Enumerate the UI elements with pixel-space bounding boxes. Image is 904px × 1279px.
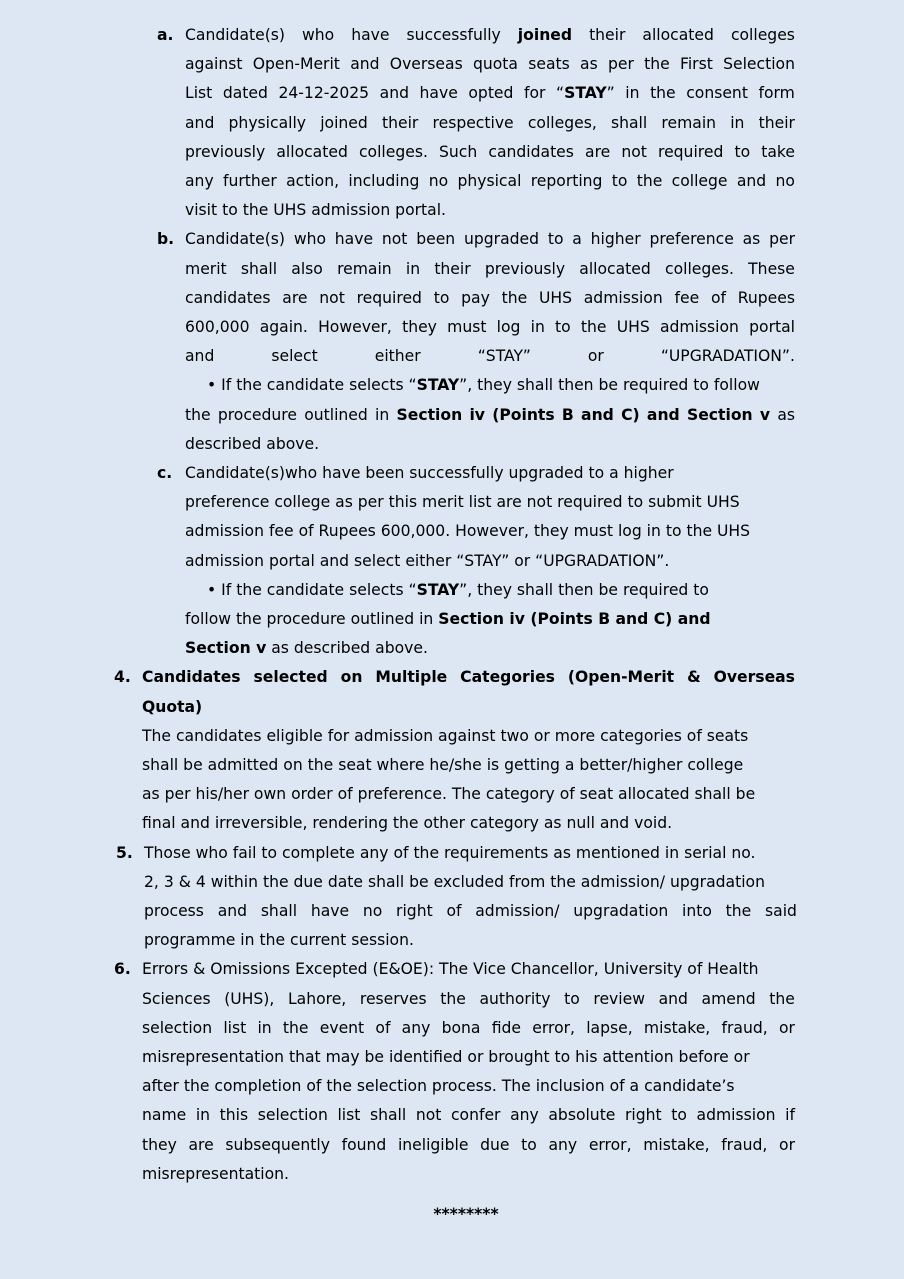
word: the [282, 1018, 309, 1037]
word: and [646, 405, 680, 424]
word: Lahore, [287, 989, 347, 1008]
paragraph-line: programme in the current session. [144, 931, 414, 950]
word: shall [240, 259, 278, 278]
word: remain [661, 113, 717, 132]
word: admission [659, 318, 739, 336]
word: any [548, 1135, 578, 1154]
word: List [185, 84, 213, 103]
word: merit [185, 259, 227, 278]
word: the [644, 55, 670, 74]
word: must [447, 318, 487, 336]
word: any [401, 1018, 431, 1037]
word: iv [469, 405, 485, 424]
word: successfully [406, 26, 501, 44]
word: respective [432, 113, 514, 132]
word: log [496, 318, 521, 336]
word: against [185, 55, 243, 74]
word: no [428, 172, 449, 190]
word: colleges [730, 26, 795, 44]
paragraph-line [144, 897, 797, 926]
word: and [350, 55, 380, 74]
word: list [337, 1106, 361, 1125]
word: who [302, 26, 335, 44]
word: event [319, 1018, 365, 1037]
word: lapse, [586, 1018, 633, 1037]
paragraph-line [185, 284, 795, 313]
word: not [621, 142, 647, 161]
word: “STAY” [556, 84, 615, 103]
word: & [687, 668, 701, 687]
paragraph-line: admission portal and select either “STAY” or “UPGRADATION”. [185, 551, 670, 570]
word: no [775, 172, 795, 190]
paragraph-line: as per his/her own order of preference. The category of seat allocated shall be [142, 785, 756, 804]
word: to [671, 1106, 687, 1125]
word: to [555, 318, 571, 336]
word: previously [484, 259, 566, 278]
word: joined [517, 26, 573, 44]
word: the [650, 84, 676, 103]
paragraph-line: • If the candidate selects “STAY”, they shall then be required to follow [207, 376, 760, 395]
word: remain [337, 259, 392, 278]
word: (Open-Merit [567, 668, 675, 687]
paragraph-line [142, 1131, 795, 1160]
word: “UPGRADATION”. [660, 347, 795, 366]
word: name [142, 1106, 187, 1125]
word: to [547, 230, 564, 249]
word: shall [260, 902, 298, 920]
list-label-a: a. [157, 26, 174, 44]
word: to [564, 989, 580, 1008]
word: C) [621, 405, 640, 424]
word: the [185, 405, 211, 424]
word: per [769, 230, 795, 249]
word: shall [369, 1106, 407, 1125]
word: selection [142, 1018, 213, 1037]
word: their [434, 259, 471, 278]
word: action, [286, 172, 340, 190]
word: any [510, 1106, 539, 1125]
word: to [734, 142, 751, 161]
word: v [759, 405, 771, 424]
word: have [419, 84, 458, 103]
section-number-6: 6. [114, 960, 131, 979]
word: allocated [642, 26, 714, 44]
word: in [375, 405, 390, 424]
paragraph-line: 2, 3 & 4 within the due date shall be excluded from the admission/ upgradation [144, 872, 765, 891]
word: are [585, 142, 611, 161]
paragraph-line [185, 109, 795, 138]
paragraph-line: follow the procedure outlined in Section iv (Points B and C) and [185, 610, 711, 628]
word: the [769, 989, 795, 1008]
word: candidates [185, 288, 271, 307]
word: Section [396, 405, 463, 424]
word: Sciences [142, 989, 211, 1008]
section-heading [142, 663, 795, 692]
paragraph-line: misrepresentation that may be identified or brought to his attention before or [142, 1048, 750, 1066]
word: allocated [276, 142, 348, 161]
paragraph-line [185, 313, 795, 342]
word: bona [441, 1018, 481, 1037]
word: to [521, 1135, 537, 1154]
word: or [587, 347, 604, 366]
paragraph-line: misrepresentation. [142, 1164, 289, 1183]
word: Multiple [375, 668, 448, 687]
word: further [222, 172, 277, 190]
word: right [396, 902, 433, 920]
word: quota [472, 55, 518, 74]
word: error, [532, 1018, 575, 1037]
word: selection [257, 1106, 328, 1125]
word: are [188, 1135, 214, 1154]
paragraph-line [185, 50, 795, 79]
word: they [142, 1135, 177, 1154]
word: subsequently [225, 1135, 330, 1154]
word: colleges. [358, 142, 428, 161]
word: any [185, 172, 214, 190]
word: and [185, 347, 215, 366]
paragraph-line: Candidate(s)who have been successfully upgraded to a higher [185, 464, 674, 482]
word: 600,000 [185, 318, 250, 336]
paragraph-line: Those who fail to complete any of the requirements as mentioned in serial no. [144, 843, 756, 862]
paragraph-line: Errors & Omissions Excepted (E&OE): The Vice Chancellor, University of Health [142, 960, 759, 979]
word: either [374, 347, 421, 366]
word: college [671, 172, 728, 190]
word: in [530, 318, 545, 336]
paragraph-line [142, 1101, 795, 1130]
word: as [580, 55, 598, 74]
word: (UHS), [224, 989, 275, 1008]
word: and [736, 172, 767, 190]
word: per [607, 55, 634, 74]
word: higher [590, 230, 641, 249]
word: portal [749, 318, 795, 336]
word: B [561, 405, 574, 424]
word: fraud, [721, 1135, 768, 1154]
word: procedure [217, 405, 297, 424]
word: not [381, 230, 408, 249]
word: the [725, 902, 752, 920]
paragraph-line [185, 225, 795, 254]
word: due [480, 1135, 510, 1154]
word: form [758, 84, 795, 103]
paragraph-line: after the completion of the selection process. The inclusion of a candidate’s [142, 1077, 735, 1096]
word: of [446, 902, 462, 920]
word: including [348, 172, 420, 190]
word: or [778, 1018, 795, 1037]
word: have [334, 230, 374, 249]
word: in [257, 1018, 272, 1037]
word: dated [222, 84, 268, 103]
word: Candidates [142, 668, 241, 687]
word: have [351, 26, 390, 44]
word: found [341, 1135, 387, 1154]
word: the [501, 288, 528, 307]
word: and [217, 902, 248, 920]
word: Open-Merit [252, 55, 340, 74]
word: allocated [579, 259, 651, 278]
paragraph-line [185, 342, 795, 371]
word: Section [686, 405, 753, 424]
word: Categories [460, 668, 555, 687]
word: also [291, 259, 323, 278]
word: and [658, 989, 688, 1008]
paragraph-line: final and irreversible, rendering the other category as null and void. [142, 814, 673, 833]
list-label-b: b. [157, 230, 175, 249]
word: on [340, 668, 363, 687]
word: consent [686, 84, 748, 103]
word: they [402, 318, 437, 336]
word: UHS [538, 288, 572, 307]
section-number-5: 5. [116, 843, 133, 862]
paragraph-line [185, 21, 795, 50]
word: who [293, 230, 326, 249]
word: their [589, 26, 626, 44]
word: mistake, [643, 1135, 710, 1154]
paragraph-line [185, 138, 795, 167]
section-number-4: 4. [114, 668, 131, 687]
word: for [523, 84, 546, 103]
word: take [761, 142, 795, 161]
paragraph-line [185, 255, 795, 284]
paragraph-line: shall be admitted on the seat where he/she is getting a better/higher college [142, 756, 744, 774]
word: to [611, 172, 628, 190]
word: in [405, 259, 421, 278]
paragraph-line [185, 167, 795, 196]
word: outlined [304, 405, 368, 424]
paragraph-line: admission fee of Rupees 600,000. However, they must log in to the UHS [185, 522, 751, 541]
word: 24-12-2025 [278, 84, 370, 103]
word: colleges. [665, 259, 734, 278]
word: (Points [492, 405, 555, 424]
word: required [658, 142, 724, 161]
word: reporting [530, 172, 603, 190]
word: previously [185, 142, 266, 161]
word: preference [649, 230, 734, 249]
word: physical [457, 172, 522, 190]
word: been [416, 230, 456, 249]
paragraph-line: Section v as described above. [185, 639, 428, 658]
word: fee [674, 288, 700, 307]
word: no [362, 902, 383, 920]
word: physically [228, 113, 307, 132]
word: Overseas [713, 668, 795, 687]
word: fide [491, 1018, 522, 1037]
word: the [580, 318, 607, 336]
word: admission/ [475, 902, 560, 920]
word: if [785, 1106, 795, 1125]
word: to [433, 288, 450, 307]
word: These [748, 259, 795, 278]
word: ineligible [397, 1135, 469, 1154]
paragraph-line [142, 985, 795, 1014]
word: not [415, 1106, 442, 1125]
word: shall [610, 113, 648, 132]
word: and [379, 84, 409, 103]
word: upgraded [463, 230, 540, 249]
list-label-c: c. [157, 464, 173, 482]
word: process [144, 902, 204, 920]
word: Candidate(s) [185, 26, 286, 44]
word: have [310, 902, 350, 920]
paragraph-line: preference college as per this merit list are not required to submit UHS [185, 493, 740, 512]
word: of [375, 1018, 391, 1037]
word: Overseas [389, 55, 463, 74]
word: in [730, 113, 745, 132]
word: selected [253, 668, 328, 687]
word: review [593, 989, 645, 1008]
word: a [572, 230, 582, 249]
word: this [219, 1106, 249, 1125]
word: absolute [548, 1106, 616, 1125]
word: Rupees [737, 288, 795, 307]
word: required [356, 288, 422, 307]
word: candidates [488, 142, 574, 161]
paragraph-line [142, 1014, 795, 1043]
paragraph-line: described above. [185, 434, 320, 453]
word: mistake, [643, 1018, 711, 1037]
word: First [680, 55, 713, 74]
section-heading: Quota) [142, 697, 203, 716]
word: However, [318, 318, 392, 336]
paragraph-line: visit to the UHS admission portal. [185, 201, 446, 220]
end-of-document-marker: ******** [433, 1205, 499, 1223]
word: or [779, 1135, 795, 1154]
word: in [625, 84, 640, 103]
paragraph-line: The candidates eligible for admission against two or more categories of seats [142, 726, 749, 745]
word: confer [450, 1106, 501, 1125]
word: again. [259, 318, 308, 336]
paragraph-line [185, 401, 795, 430]
word: their [758, 113, 795, 132]
word: as [742, 230, 761, 249]
word: “STAY” [477, 347, 531, 366]
word: said [765, 902, 797, 920]
word: error, [588, 1135, 632, 1154]
paragraph-line: • If the candidate selects “STAY”, they shall then be required to [207, 580, 709, 599]
word: admission [696, 1106, 776, 1125]
word: are [282, 288, 308, 307]
word: opted [468, 84, 514, 103]
word: admission [583, 288, 663, 307]
word: the [636, 172, 663, 190]
word: in [195, 1106, 211, 1125]
word: UHS [616, 318, 650, 336]
word: pay [461, 288, 490, 307]
word: right [625, 1106, 662, 1125]
word: Candidate(s) [185, 230, 286, 249]
word: into [682, 902, 712, 920]
word: upgradation [573, 902, 669, 920]
word: amend [701, 989, 756, 1008]
word: of [710, 288, 726, 307]
word: authority [479, 989, 551, 1008]
word: select [271, 347, 318, 366]
word: as [777, 405, 795, 424]
word: the [440, 989, 466, 1008]
word: Selection [723, 55, 795, 74]
word: joined [320, 113, 368, 132]
word: fraud, [721, 1018, 768, 1037]
word: and [581, 405, 614, 424]
word: their [382, 113, 419, 132]
word: reserves [359, 989, 427, 1008]
paragraph-line [185, 79, 795, 108]
word: seats [528, 55, 570, 74]
word: and [185, 113, 215, 132]
word: not [319, 288, 345, 307]
word: list [223, 1018, 247, 1037]
word: Such [439, 142, 478, 161]
word: colleges, [527, 113, 597, 132]
